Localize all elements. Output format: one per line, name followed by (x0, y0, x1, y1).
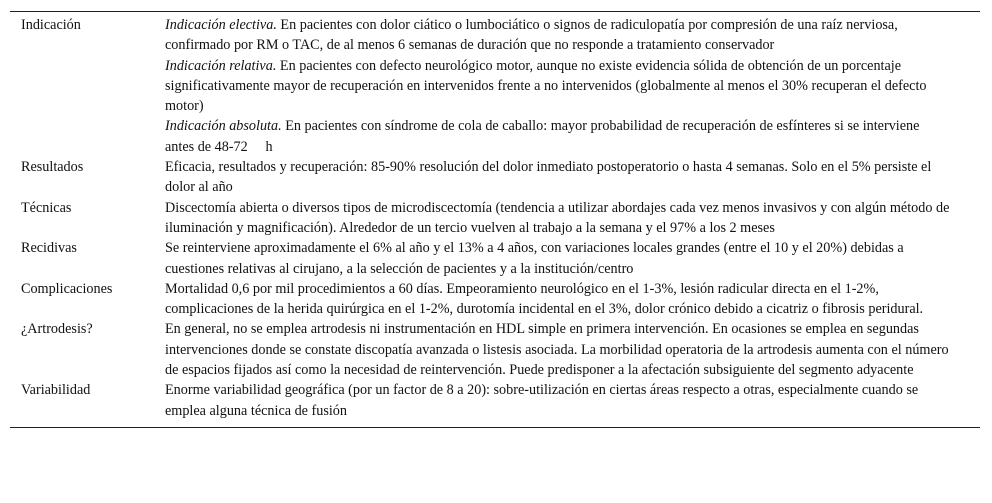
row-label: Recidivas (21, 240, 77, 257)
table-row-tecnicas (10, 198, 980, 239)
row-content (165, 15, 980, 157)
indicacion-electiva-text: En pacientes con dolor ciático o lumbociático o signos de radiculopatía por compresión de una raíz nerviosa, confirmado por RM o TAC, de al menos 6 semanas de duración que no responde a tratamiento conservador (165, 17, 898, 54)
table-row-resultados (10, 157, 980, 198)
table-row-indicacion (10, 15, 980, 157)
indicacion-electiva (165, 15, 950, 56)
row-label: Técnicas (21, 199, 72, 216)
indicacion-relativa-lead: Indicación relativa. (165, 57, 277, 74)
indicacion-absoluta-lead: Indicación absoluta. (165, 118, 282, 135)
table-row-variabilidad (10, 380, 980, 421)
table-row-recidivas (10, 238, 980, 279)
row-content: En general, no se emplea artrodesis ni instrumentación en HDL simple en primera intervención. En ocasiones se emplea en segundas intervenciones donde se constate discopatía avanzada o listesis asociada. La morbilidad operatoria de la artrodesis aumenta con el número de espacios fijados así como la necesidad de reintervención. Puede predisponer a la afectación subsiguiente del segmento adyacente (165, 321, 949, 379)
indicacion-relativa-text: En pacientes con defecto neurológico motor, aunque no existe evidencia sólida de obtención de un porcentaje significativamente mayor de recuperación en intervenidos frente a no intervenidos (globalmente al menos el 30% recuperan el defecto motor) (165, 57, 927, 115)
row-content: Eficacia, resultados y recuperación: 85-90% resolución del dolor inmediato postoperatorio o hasta 4 semanas. Solo en el 5% persiste el dolor al año (165, 159, 932, 196)
row-content: Se reinterviene aproximadamente el 6% al año y el 13% a 4 años, con variaciones locales grandes (entre el 10 y el 20%) debidas a cuestiones relativas al cirujano, a la selección de pacientes y a la institución/centro (165, 240, 904, 277)
table-row-complicaciones (10, 279, 980, 320)
indicacion-electiva-lead: Indicación electiva. (165, 17, 277, 33)
indicacion-relativa (165, 56, 950, 117)
indicacion-absoluta-text: En pacientes con síndrome de cola de caballo: mayor probabilidad de recuperación de esfínteres si se interviene antes de 48-72 h (165, 118, 920, 155)
row-label: ¿Artrodesis? (21, 321, 93, 338)
indicacion-absoluta (165, 116, 950, 157)
table-row-artrodesis (10, 319, 980, 380)
row-label: Resultados (21, 159, 84, 176)
row-content: Discectomía abierta o diversos tipos de microdiscectomía (tendencia a utilizar abordajes cada vez menos invasivos y con algún método de iluminación y magnificación). Alrededor de un tercio vuelven al trabajo a la semana y el 97% a los 2 meses (165, 199, 950, 236)
row-content: Enorme variabilidad geográfica (por un factor de 8 a 20): sobre-utilización en ciertas áreas respecto a otras, especialmente cuando se emplea alguna técnica de fusión (165, 382, 919, 419)
indications-table (10, 11, 980, 428)
row-content: Mortalidad 0,6 por mil procedimientos a 60 días. Empeoramiento neurológico en el 1-3%, lesión radicular directa en el 1-2%, complicaciones de la herida quirúrgica en el 1-2%, durotomía incidental en el 3%, dolor crónico debido a cicatriz o fibrosis peridural. (165, 280, 924, 318)
row-label: Complicaciones (21, 280, 113, 297)
row-label: Variabilidad (21, 382, 91, 399)
row-label: Indicación (21, 17, 81, 33)
